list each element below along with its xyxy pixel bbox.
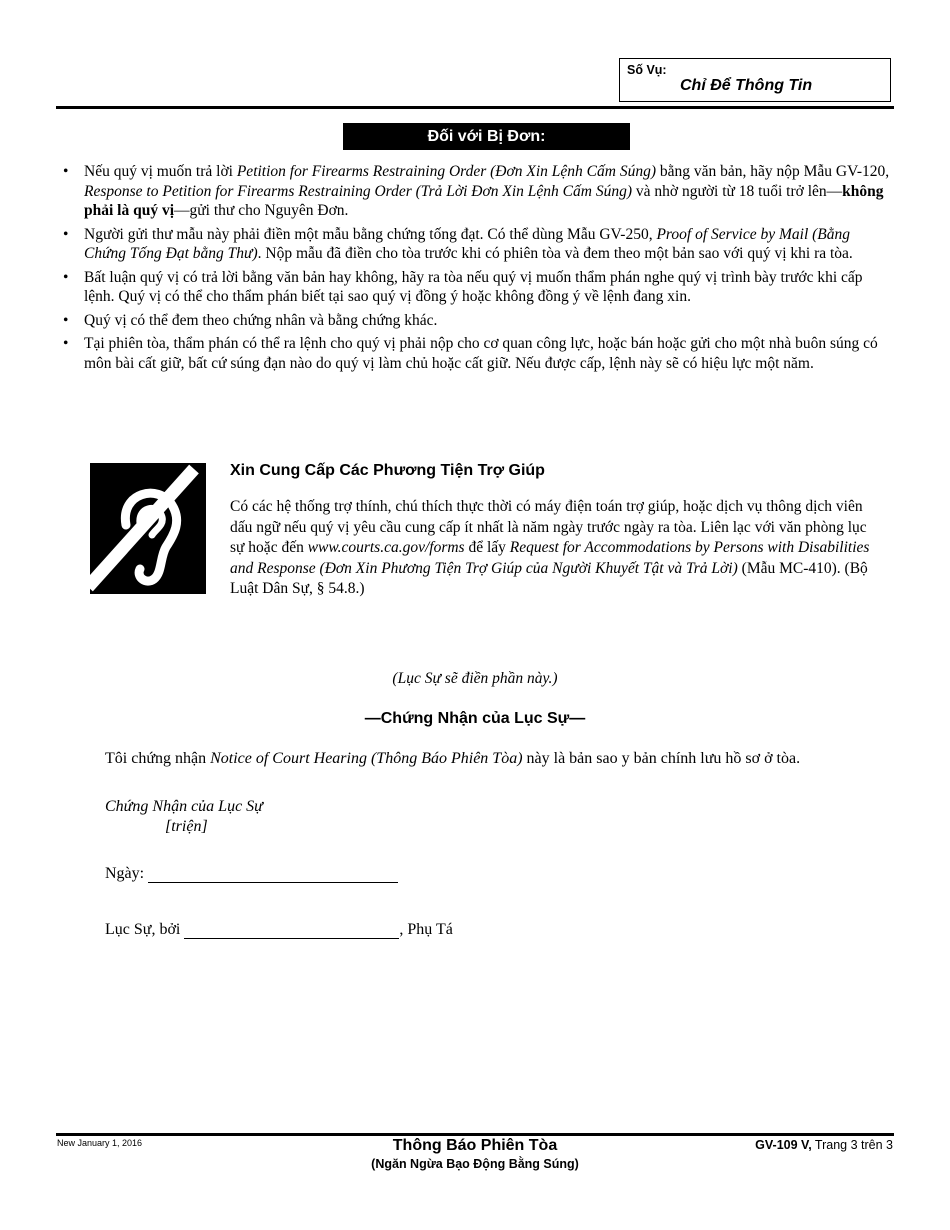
bullet-icon: • (63, 163, 69, 180)
list-item: • Nếu quý vị muốn trả lời Petition for Firearms Restraining Order (Đơn Xin Lệnh Cấm Súng) bằng văn bản, hãy nộp Mẫu GV-120, Response to Petition for Firearms Restraining Order (Trả Lời Đơn Xin Lệnh Cấm Súng) và nhờ người từ 18 tuổi trở lên—không phải là quý vị—gửi thư cho Nguyên Đơn. (63, 163, 890, 219)
footer-form-number (755, 1138, 893, 1152)
page-number: Trang 3 trên 3 (811, 1138, 893, 1152)
accommodations-title: Xin Cung Cấp Các Phương Tiện Trợ Giúp (230, 462, 545, 479)
header-divider (56, 106, 894, 109)
list-item: • Bất luận quý vị có trả lời bằng văn bản hay không, hãy ra tòa nếu quý vị muốn thẩm phán nghe quý vị trình bày trước khi cấp lệnh. Quý vị có thể cho thẩm phán biết tại sao quý vị đồng ý hoặc không đồng ý về lệnh đang xin. (63, 268, 863, 305)
bullet-icon: • (63, 335, 69, 352)
clerk-fill-note: (Lục Sự sẽ điền phần này.) (392, 670, 558, 687)
list-item: • Tại phiên tòa, thẩm phán có thể ra lệnh cho quý vị phải nộp cho cơ quan công lực, hoặc bán hoặc gửi cho một nhà buôn súng có môn bài cất giữ, bất cứ súng đạn nào do quý vị làm chủ hoặc cất giữ. Nếu được cấp, lệnh này sẽ có hiệu lực một năm. (63, 335, 878, 372)
seal-label: [triện] (165, 818, 208, 835)
case-number-value: Chỉ Để Thông Tin (680, 77, 813, 94)
bullet-icon: • (63, 225, 69, 243)
section-heading: Đối với Bị Đơn: (343, 123, 630, 150)
date-field[interactable] (148, 866, 398, 883)
respondent-instructions-list (62, 162, 892, 377)
footer-divider (56, 1133, 894, 1136)
form-id: GV-109 V, (755, 1138, 812, 1152)
footer-form-title: Thông Báo Phiên Tòa (392, 1137, 558, 1154)
case-number-label: Số Vụ: (627, 63, 667, 77)
footer-form-subtitle: (Ngăn Ngừa Bạo Động Bằng Súng) (371, 1157, 579, 1171)
bullet-icon: • (63, 311, 69, 329)
clerk-certificate-text: Tôi chứng nhận Notice of Court Hearing (Thông Báo Phiên Tòa) này là bản sao y bản chính lưu hồ sơ ở tòa. (105, 750, 801, 767)
deputy-name-field[interactable] (184, 922, 399, 939)
bullet-icon: • (63, 268, 69, 286)
clerk-deputy-row (105, 921, 453, 939)
deputy-label: , Phụ Tá (399, 921, 453, 938)
case-number-box (619, 58, 891, 102)
list-item: • Người gửi thư mẫu này phải điền một mẫu bằng chứng tống đạt. Có thể dùng Mẫu GV-250, Proof of Service by Mail (Bằng Chứng Tống Đạt bằng Thư). Nộp mẫu đã điền cho tòa trước khi có phiên tòa và đem theo một bản sao với quý vị khi ra tòa. (63, 225, 853, 262)
clerk-certificate-heading: —Chứng Nhận của Lục Sự— (364, 710, 586, 727)
accommodations-body: Có các hệ thống trợ thính, chú thích thực thời có máy điện toán trợ giúp, hoặc dịch vụ thông dịch viên dấu ngữ nếu quý vị yêu cầu cung cấp ít nhất là năm ngày trước ngày ra tòa. Liên lạc với văn phòng lục sự hoặc đến www.courts.ca.gov/forms để lấy Request for Accommodations by Persons with Disabilities and Response (Đơn Xin Phương Tiện Trợ Giúp của Người Khuyết Tật và Trả Lời) (Mẫu MC-410). (Bộ Luật Dân Sự, § 54.8.) (230, 498, 870, 597)
footer-effective-date: New January 1, 2016 (57, 1138, 143, 1148)
clerk-by-label: Lục Sự, bởi (105, 921, 181, 938)
mc410-form-name: Request for Accommodations by Persons with Disabilities and Response (Đơn Xin Phương Tiện Trợ Giúp của Người Khuyết Tật và Trả Lời) (230, 539, 870, 577)
list-item: • Quý vị có thể đem theo chứng nhân và bằng chứng khác. (63, 311, 438, 329)
hearing-assistance-icon (90, 463, 206, 594)
date-label: Ngày: (105, 865, 145, 882)
clerk-signature-label: Chứng Nhận của Lục Sự (105, 798, 263, 815)
date-row (105, 865, 398, 883)
forms-url: www.courts.ca.gov/forms (307, 539, 465, 556)
